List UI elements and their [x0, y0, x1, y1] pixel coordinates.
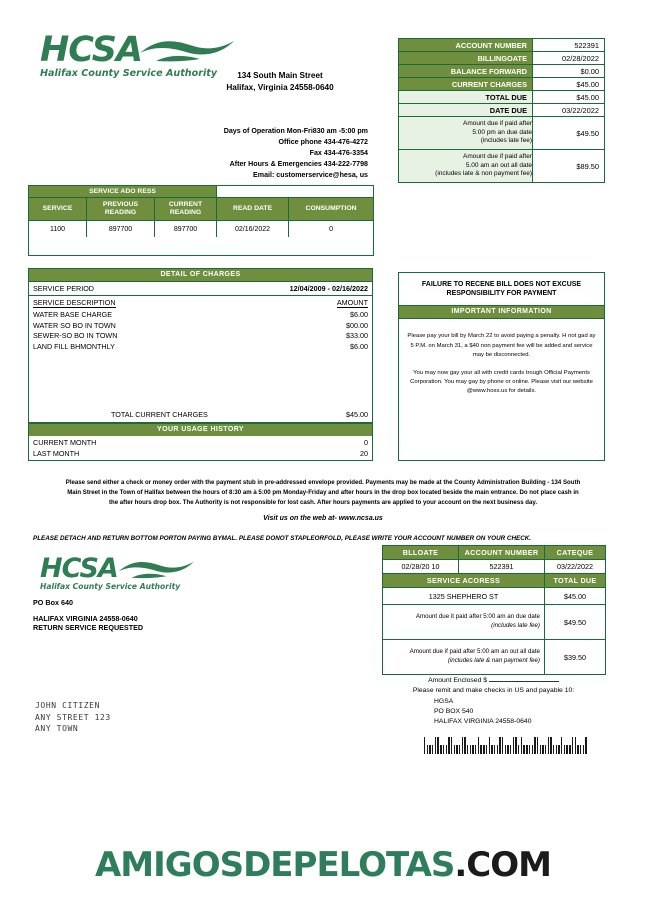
stub-late-fee-1-value: $49.50: [545, 605, 606, 640]
charge-line-item: [29, 319, 372, 330]
summary-label-account-number: ACCOUNT NUMBER: [399, 39, 533, 52]
remit-po-box: PO BOX 540: [434, 707, 474, 715]
stub-col-bill-date: BLLOATE: [383, 546, 459, 560]
usage-row: [29, 436, 372, 447]
late-fee-1-value: $49.50: [533, 117, 605, 150]
meter-cell-service: 1100: [29, 221, 87, 238]
service-period-value: 12/04/2009 - 02/16/2022: [289, 283, 368, 293]
meter-cell-previous-reading: 897700: [87, 221, 155, 238]
summary-label-total-due: TOTAL DUE: [399, 91, 533, 104]
summary-value-account-number: 522391: [533, 39, 605, 52]
summary-row: [399, 78, 605, 91]
office-phone: Office phone 434-476-4272: [278, 137, 368, 146]
amount-enclosed-label: Amount Enclosed $: [428, 677, 488, 684]
stub-company-logo: [40, 555, 240, 591]
stub-late-fee-2-label-cell: [383, 640, 545, 675]
charge-amount: $00.00: [346, 320, 368, 330]
meter-filler-cell: [87, 237, 155, 256]
summary-label-billing-date: BILLINGOATE: [399, 52, 533, 65]
charge-line-item: [29, 330, 372, 341]
late-fee-1-label: Amount due if paid after 5:00 pm an due date (includes late fee): [399, 117, 533, 150]
charges-column-headers: [29, 296, 372, 309]
stub-logo-subtitle: Halifax County Service Authority: [40, 582, 181, 591]
stub-return-service: RETURN SERVICE REQUESTED: [33, 623, 144, 632]
service-address-value: [217, 186, 374, 198]
meter-filler-cell: [29, 237, 87, 256]
meter-col-consumption: CONSUMPTION: [289, 198, 374, 221]
meter-col-service: SERVICE: [29, 198, 87, 221]
info-paragraph-1: Please pay your bill by March 22 to avoid paying a penalty. H not gad ay 5 P.M. on March 31, a $40 non payment fee will be added and service may be disconnected.: [407, 333, 596, 358]
usage-history-box: [28, 423, 373, 461]
remit-address: [382, 697, 605, 727]
company-address-line1: 134 South Main Street: [237, 71, 323, 80]
table-row: [29, 221, 374, 238]
company-address-line2: Halifax, Virginia 24558-0640: [226, 83, 334, 93]
failure-to-receive-notice: FAILURE TO RECENE BILL DOES NOT EXCUSE RESPONSIBILITY FOR PAYMENT: [399, 273, 604, 306]
summary-label-current-charges: CURRENT CHARGES: [399, 78, 533, 91]
stub-late-fee-1-note: (includes late fee): [491, 622, 540, 629]
email-address: Email: customerservice@hesa, us: [253, 170, 368, 179]
service-period-label: SERVICE PERIOD: [33, 283, 94, 293]
service-period-row: [29, 282, 372, 296]
summary-row: [399, 104, 605, 117]
total-current-charges-label: TOTAL CURRENT CHARGES: [111, 410, 208, 419]
charge-description: WATER BASE CHARGE: [33, 310, 113, 319]
meter-header-row: [29, 198, 374, 221]
charge-line-item: [29, 340, 372, 351]
charge-amount: $33.00: [346, 331, 368, 340]
summary-row: [399, 52, 605, 65]
stub-col-date-due: CATEQUE: [545, 546, 606, 560]
service-address-row: [29, 186, 374, 198]
summary-row: [399, 39, 605, 52]
amount-enclosed-row: [382, 674, 605, 684]
remit-block: [382, 674, 605, 727]
summary-label-balance-forward: BALANCE FORWARD: [399, 65, 533, 78]
company-address: [160, 70, 400, 95]
late-fee-2-value: $89.50: [533, 150, 605, 183]
watermark-black-part: .COM: [454, 845, 551, 885]
usage-history-title: YOUR USAGE HISTORY: [29, 424, 372, 436]
meter-filler-row: [29, 237, 374, 256]
stub-value-row: [383, 560, 606, 574]
stub-total-due-value: $45.00: [545, 588, 606, 605]
summary-row: [399, 91, 605, 104]
stub-service-address-value: 1325 SHEPHERO ST: [383, 588, 545, 605]
charges-col-amount: AMOUNT: [336, 297, 368, 307]
late-fee-row-1: [399, 117, 605, 150]
charge-description: SEWER-SO BO IN TOWN: [33, 331, 118, 340]
watermark-green-part: AMIGOSDEPELOTAS: [94, 845, 455, 885]
charge-description: LAND FILL BHMONTHLY: [33, 341, 115, 351]
stub-value-account-number: 522391: [459, 560, 545, 574]
usage-label-last-month: LAST MONTH: [33, 448, 80, 458]
usage-label-current-month: CURRENT MONTH: [33, 437, 97, 447]
stub-header-row: [383, 546, 606, 560]
charge-line-item: [29, 309, 372, 320]
detail-of-charges-title: DETAIL OF CHARGES: [29, 269, 372, 282]
meter-cell-consumption: 0: [289, 221, 374, 238]
detach-note: PLEASE DETACH AND RETURN BOTTOM PORTON PAYING BYMAL. PLEASE DONOT STAPLEORFOLD, PLEASE WRITE YOUR ACCOUNT NUMBER ON YOUR CHECK.: [33, 535, 532, 542]
important-information-box: [398, 272, 605, 461]
service-address-label: SERVICE ADO RESS: [29, 186, 217, 198]
logo-subtitle: Halifax County Service Authority: [40, 68, 218, 79]
charge-description: WATER SO BO IN TOWN: [33, 320, 116, 330]
summary-value-total-due: $45.00: [533, 91, 605, 104]
stub-total-due-label: TOTAL DUE: [545, 574, 606, 588]
stub-value-date-due: 03/22/2022: [545, 560, 606, 574]
contact-block: [140, 126, 368, 181]
charges-col-description: SERVICE DESCRIPTION: [33, 297, 116, 307]
stub-value-bill-date: 02/28/20 10: [383, 560, 459, 574]
fax-number: Fax 434-476-3354: [309, 148, 368, 157]
summary-value-billing-date: 02/28/2022: [533, 52, 605, 65]
summary-value-current-charges: $45.00: [533, 78, 605, 91]
charge-amount: $6.00: [350, 310, 368, 319]
stub-late-fee-2-value: $39.50: [545, 640, 606, 675]
usage-row: [29, 447, 372, 458]
usage-value-last-month: 20: [360, 448, 368, 458]
late-fee-row-2: [399, 150, 605, 183]
summary-value-date-due: 03/22/2022: [533, 104, 605, 117]
customer-town: ANY TOWN: [35, 724, 79, 734]
summary-label-date-due: DATE DUE: [399, 104, 533, 117]
after-hours-phone: After Hours & Emergencies 434-222-7798: [229, 159, 368, 168]
usage-value-current-month: 0: [364, 437, 368, 447]
account-summary-table: [398, 38, 605, 183]
important-information-band: IMPORTANT INFORMATION: [399, 306, 604, 320]
meter-col-current-reading: CURRENT READING: [155, 198, 217, 221]
swoosh-icon: [117, 557, 197, 581]
meter-cell-read-date: 02/16/2022: [217, 221, 289, 238]
stub-late-fee-1-label: Amount due it paid after 5:00 am an due date: [415, 613, 540, 621]
summary-row: [399, 65, 605, 78]
site-watermark: [0, 845, 646, 885]
operation-hours: Days of Operation Mon-Fri830 am -5:00 pm: [223, 127, 368, 135]
remit-instruction: Please remit and make checks in US and payable 10:: [412, 687, 575, 694]
late-fee-2-label: Amount due if paid after 5.00 am an out all date (includes late & non payment fee): [399, 150, 533, 183]
payment-stub-table: [382, 545, 606, 675]
charge-amount: $6.00: [350, 341, 368, 351]
swoosh-icon: [138, 35, 238, 65]
total-current-charges-amount: $45.00: [346, 410, 368, 419]
customer-name: JOHN CITIZEN: [35, 701, 100, 710]
stub-logo-wordmark: HCSA: [40, 553, 118, 584]
detail-of-charges-box: [28, 268, 373, 423]
web-note: Visit us on the web at- www.ncsa.us: [263, 515, 383, 522]
remit-city-state-zip: HALIFAX VIRGINIA 24558-0640: [434, 717, 532, 725]
meter-filler-cell: [217, 237, 289, 256]
info-paragraph-2: You may now gay your all with credit cards trough Official Payments Corporation. You may gay by phone or online. Please visit our website @www.hoss.us for details.: [410, 369, 593, 395]
customer-street: ANY STREET 123: [35, 712, 111, 722]
stub-late-fee-row-2: [383, 640, 606, 675]
meter-col-previous-reading: PREVIOUS READING: [87, 198, 155, 221]
stub-po-box: PO Box 640: [33, 598, 73, 607]
total-current-charges-row: [29, 410, 372, 419]
meter-col-read-date: READ DATE: [217, 198, 289, 221]
stub-service-value-row: [383, 588, 606, 605]
service-meter-table: [28, 185, 374, 256]
payment-instructions-note: Please send either a check or money order with the payment stub in pre-addressed envelope provided. Payments may be made at the County Administration Building - 134 South Main Street in the Town of Halifax between the hours of 8:30 am à 5:00 pm Monday-Friday and after hours in the drop box located beside the main entrance. Do not place cash in the after hours drop box. The Authority is not responsible for lost cash. After hours payments are applied to your account on the next business day.: [65, 479, 581, 506]
stub-col-account-number: ACCOUNT NUMBER: [459, 546, 545, 560]
customer-address-block: [35, 700, 111, 735]
meter-filler-cell: [155, 237, 217, 256]
stub-late-fee-row-1: [383, 605, 606, 640]
logo-wordmark: HCSA: [40, 30, 143, 70]
postal-barcode: [424, 734, 592, 754]
meter-filler-cell: [289, 237, 374, 256]
stub-late-fee-1-label-cell: [383, 605, 545, 640]
stub-city-state-zip: HALIFAX VIRGINIA 24558-0640: [33, 614, 138, 623]
stub-late-fee-2-label: Amount due if paid after 5:00 am an out all date: [409, 648, 540, 656]
amount-enclosed-input[interactable]: [489, 674, 559, 682]
meter-cell-current-reading: 897700: [155, 221, 217, 238]
stub-late-fee-2-note: (includes late & nan payment fee): [447, 657, 540, 664]
summary-value-balance-forward: $0.00: [533, 65, 605, 78]
stub-service-address-label: SERVICE ACORESS: [383, 574, 545, 588]
remit-payee: HGSA: [434, 698, 454, 705]
stub-service-header-row: [383, 574, 606, 588]
